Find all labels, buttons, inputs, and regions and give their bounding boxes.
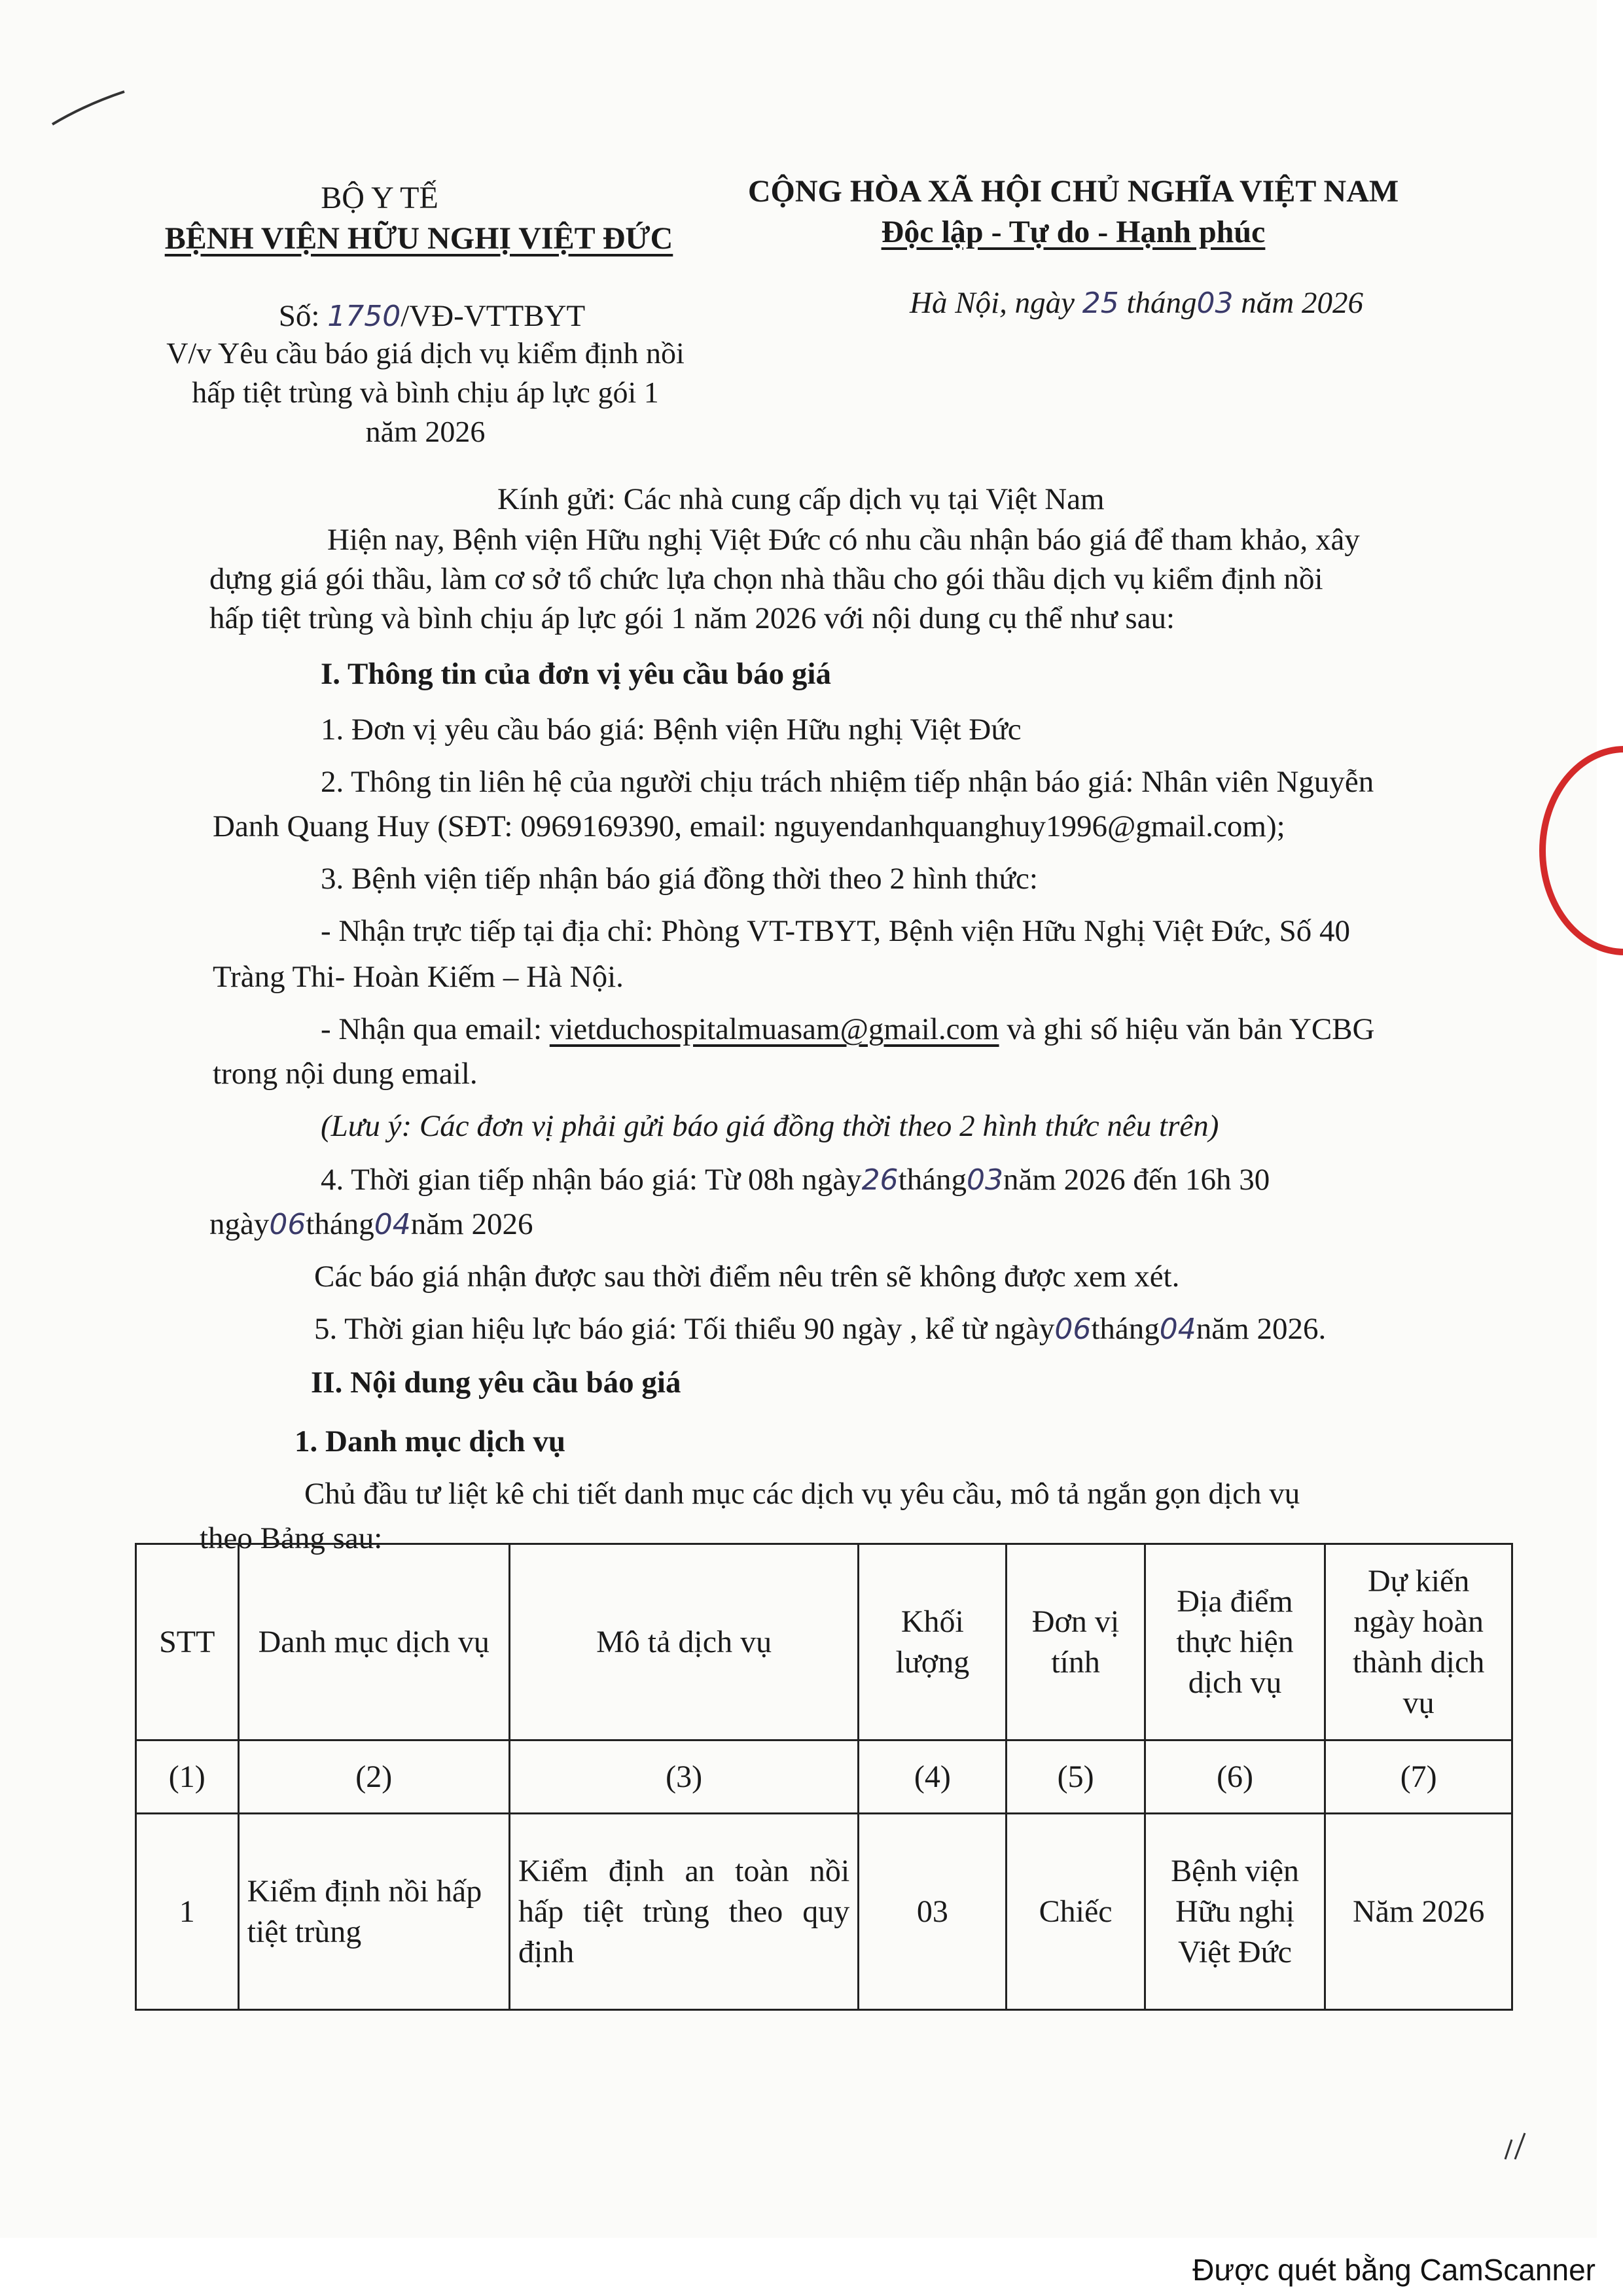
document-subject: V/v Yêu cầu báo giá dịch vụ kiểm định nồi hấp tiệt trùng và bình chịu áp lực gói 1 năm 2026 [166,336,685,448]
table-header-cell: Địa điểm thực hiện dịch vụ [1145,1544,1325,1740]
country-name: CỘNG HÒA XÃ HỘI CHỦ NGHĨA VIỆT NAM [747,174,1399,209]
table-header-cell: Danh mục dịch vụ [238,1544,509,1740]
table-row [136,1814,1512,2010]
section-2-desc-line-1: Chủ đầu tư liệt kê chi tiết danh mục các dịch vụ yêu cầu, mô tả ngắn gọn dịch vụ [304,1477,1300,1511]
table-number-row [136,1740,1512,1814]
date-line: Hà Nội, ngày 25 tháng03 năm 2026 [910,286,1363,320]
document-number-handwritten: 1750 [327,300,401,333]
intro-line-1: Hiện nay, Bệnh viện Hữu nghị Việt Đức có nhu cầu nhận báo giá để tham khảo, xây [327,523,1360,557]
table-number-cell: (5) [1007,1740,1145,1814]
date-month-handwritten: 03 [1196,287,1234,320]
intro-line-3: hấp tiệt trùng và bình chịu áp lực gói 1 năm 2026 với nội dung cụ thể như sau: [209,601,1175,635]
date-day-handwritten: 25 [1082,287,1119,320]
table-header-cell: Dự kiến ngày hoàn thành dịch vụ [1325,1544,1512,1740]
pen-stroke-mark [46,79,137,131]
national-motto: Độc lập - Tự do - Hạnh phúc [881,215,1266,249]
section-1-item-3a-line-2: Tràng Thi- Hoàn Kiếm – Hà Nội. [213,960,624,994]
section-1-item-1: 1. Đơn vị yêu cầu báo giá: Bệnh viện Hữu nghị Việt Đức [321,713,1022,747]
section-1-item-3a-line-1: - Nhận trực tiếp tại địa chỉ: Phòng VT-TBYT, Bệnh viện Hữu Nghị Việt Đức, Số 40 [321,914,1351,948]
section-1-title: I. Thông tin của đơn vị yêu cầu báo giá [321,657,831,691]
table-number-cell: (1) [136,1740,239,1814]
table-cell: 1 [136,1814,239,2010]
services-table [135,1543,1513,2011]
section-1-item-3b-line-2: trong nội dung email. [213,1057,478,1091]
table-cell: Năm 2026 [1325,1814,1512,2010]
table-header-cell: Mô tả dịch vụ [509,1544,858,1740]
email-link[interactable]: vietduchospitalmuasam@gmail.com [549,1012,999,1046]
table-header-row [136,1544,1512,1740]
table-cell: Kiểm định nồi hấp tiệt trùng [238,1814,509,2010]
table-header-cell: Đơn vị tính [1007,1544,1145,1740]
table-cell: 03 [859,1814,1007,2010]
section-1-item-4-line-1: 4. Thời gian tiếp nhận báo giá: Từ 08h ngày26tháng03năm 2026 đến 16h 30 [321,1163,1270,1197]
table-cell: Kiểm định an toàn nồi hấp tiệt trùng theo quy định [509,1814,858,2010]
section-1-item-4-line-2: ngày06tháng04năm 2026 [209,1207,533,1241]
section-2-title: II. Nội dung yêu cầu báo giá [311,1366,681,1400]
section-1-item-3: 3. Bệnh viện tiếp nhận báo giá đồng thời theo 2 hình thức: [321,862,1038,896]
salutation: Kính gửi: Các nhà cung cấp dịch vụ tại Việt Nam [497,482,1105,516]
section-1-note: (Lưu ý: Các đơn vị phải gửi báo giá đồng thời theo 2 hình thức nêu trên) [321,1109,1219,1143]
ministry-name: BỘ Y TẾ [321,181,438,215]
intro-line-2: dựng giá gói thầu, làm cơ sở tổ chức lựa chọn nhà thầu cho gói thầu dịch vụ kiểm định nồi [209,562,1323,596]
red-seal-stamp [1539,746,1623,955]
table-number-cell: (4) [859,1740,1007,1814]
late-submission-notice: Các báo giá nhận được sau thời điểm nêu trên sẽ không được xem xét. [314,1260,1180,1294]
table-number-cell: (6) [1145,1740,1325,1814]
section-1-item-5: 5. Thời gian hiệu lực báo giá: Tối thiểu 90 ngày , kể từ ngày06tháng04năm 2026. [314,1312,1327,1346]
initials-mark [1499,2127,1544,2172]
camscanner-watermark: Được quét bằng CamScanner [1192,2253,1596,2287]
section-2-subtitle: 1. Danh mục dịch vụ [294,1424,565,1458]
section-1-item-2-line-2: Danh Quang Huy (SĐT: 0969169390, email: nguyendanhquanghuy1996@gmail.com); [213,809,1285,843]
table-number-cell: (2) [238,1740,509,1814]
hospital-name: BỆNH VIỆN HỮU NGHỊ VIỆT ĐỨC [164,221,673,256]
document-number: Số: 1750/VĐ-VTTBYT [278,299,586,333]
table-cell: Chiếc [1007,1814,1145,2010]
table-cell: Bệnh viện Hữu nghị Việt Đức [1145,1814,1325,2010]
table-header-cell: STT [136,1544,239,1740]
table-number-cell: (7) [1325,1740,1512,1814]
section-1-item-2-line-1: 2. Thông tin liên hệ của người chịu trách nhiệm tiếp nhận báo giá: Nhân viên Nguyễn [321,765,1374,799]
table-number-cell: (3) [509,1740,858,1814]
section-1-item-3b: - Nhận qua email: vietduchospitalmuasam@gmail.com và ghi số hiệu văn bản YCBG [321,1012,1375,1046]
section-2-desc-line-2: theo Bảng sau: [200,1521,383,1555]
table-header-cell: Khối lượng [859,1544,1007,1740]
